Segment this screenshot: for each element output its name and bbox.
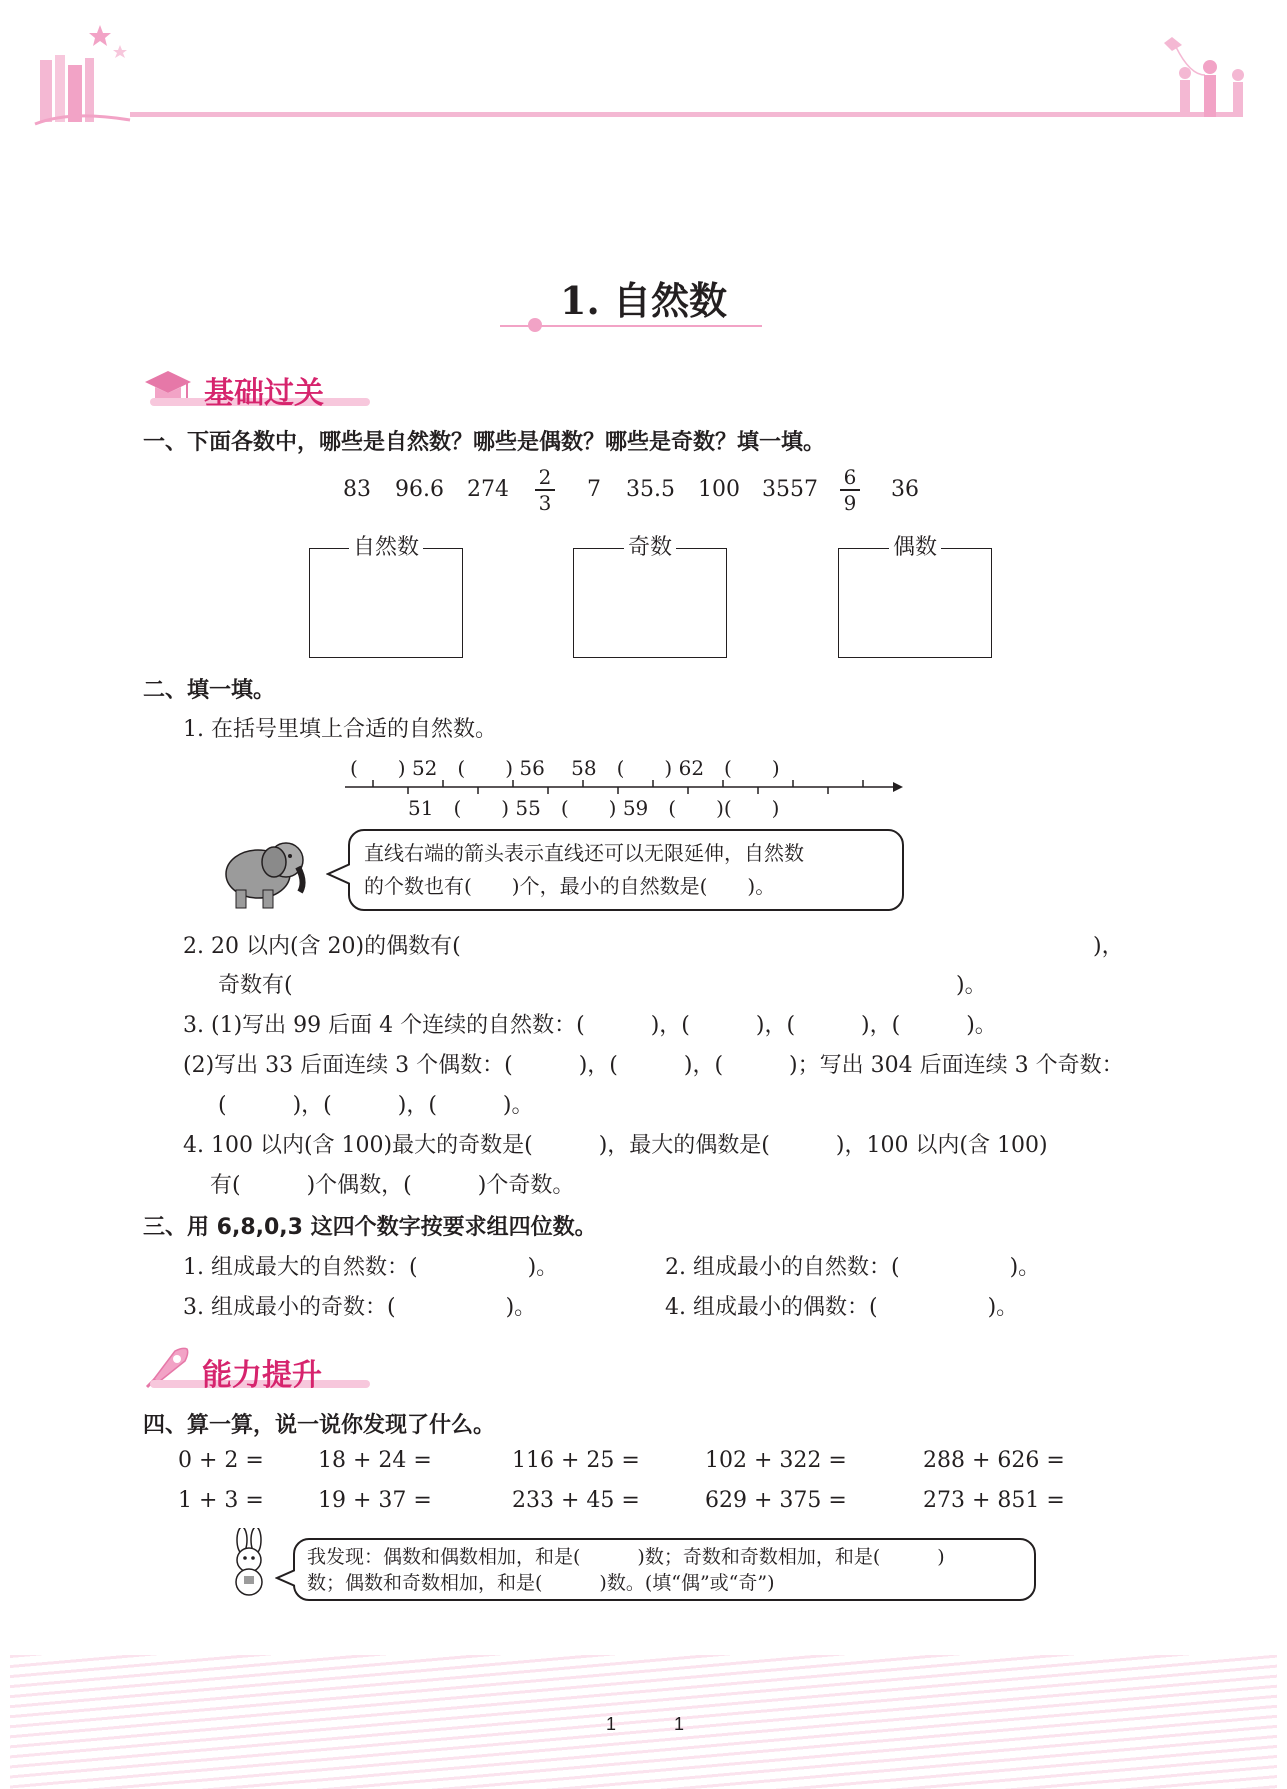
- tip-line: 的个数也有( )个，最小的自然数是( )。: [364, 874, 776, 898]
- header-logo: [30, 20, 140, 130]
- q2-sub4-line2: 有( )个偶数，( )个奇数。: [210, 1173, 575, 1198]
- q3-item: 4. 组成最小的偶数：( )。: [665, 1295, 1019, 1320]
- fraction-2-3: [535, 466, 555, 514]
- q2-sub2-line2: 奇数有(: [218, 973, 293, 998]
- equation: 288 + 626 =: [923, 1448, 1065, 1473]
- q2-sub2-line2-end: )。: [956, 973, 987, 998]
- numberline-top-labels: ( ) 52 ( ) 56 58 ( ) 62 ( ): [350, 756, 780, 780]
- number-item: 35.5: [626, 477, 675, 502]
- equation: 233 + 45 =: [512, 1488, 640, 1513]
- elephant-icon: [208, 832, 313, 912]
- page-title: 1. 自然数: [560, 278, 727, 323]
- header-line: [130, 112, 1240, 117]
- q3-item: 1. 组成最大的自然数：( )。: [183, 1255, 559, 1280]
- q4-heading: 四、算一算，说一说你发现了什么。: [143, 1413, 496, 1438]
- q2-sub3-line2: (2)写出 33 后面连续 3 个偶数：( )，( )，( )；写出 304 后面连续 3 个奇数：: [183, 1053, 1124, 1078]
- number-item: 7: [587, 477, 601, 502]
- even-number-box[interactable]: [838, 535, 992, 658]
- equation: 0 + 2 =: [178, 1448, 264, 1473]
- equation: 19 + 37 =: [318, 1488, 432, 1513]
- equation: 116 + 25 =: [512, 1448, 640, 1473]
- fraction-denominator: 3: [538, 490, 552, 515]
- header-kids-kite: [1160, 35, 1260, 120]
- box-label: 偶数: [889, 535, 941, 560]
- natural-number-box[interactable]: [309, 535, 463, 658]
- equation: 1 + 3 =: [178, 1488, 264, 1513]
- tip-bubble-elephant: [348, 829, 904, 911]
- fraction-6-9: [840, 466, 860, 514]
- number-item: 274: [467, 477, 509, 502]
- q3-heading: 三、用 6,8,0,3 这四个数字按要求组四位数。: [143, 1215, 597, 1240]
- number-item: 36: [891, 477, 919, 502]
- q1-heading: 一、下面各数中，哪些是自然数？哪些是偶数？哪些是奇数？填一填。: [143, 430, 826, 455]
- box-label: 奇数: [624, 535, 676, 560]
- number-item: 83: [343, 477, 371, 502]
- fraction-denominator: 9: [843, 490, 857, 515]
- fraction-numerator: 2: [538, 465, 552, 489]
- bubble-pointer: [275, 1568, 295, 1588]
- q2-sub4-line1: 4. 100 以内(含 100)最大的奇数是( )，最大的偶数是( )，100 以内(含 100): [183, 1133, 1048, 1158]
- kids-kite-icon: [1160, 35, 1260, 120]
- number-item: 3557: [762, 477, 818, 502]
- number-item: 100: [698, 477, 740, 502]
- q2-heading: 二、填一填。: [143, 678, 276, 703]
- q2-sub1: 1. 在括号里填上合适的自然数。: [183, 717, 497, 742]
- fraction-numerator: 6: [843, 465, 857, 489]
- number-item: 96.6: [395, 477, 444, 502]
- equation: 629 + 375 =: [705, 1488, 847, 1513]
- tip-line: 我发现：偶数和偶数相加，和是( )数；奇数和奇数相加，和是( ): [307, 1546, 945, 1568]
- odd-number-box[interactable]: [573, 535, 727, 658]
- section1-label: 基础过关: [204, 376, 324, 411]
- page-number-right: 1: [674, 1714, 685, 1734]
- rabbit-icon: [220, 1528, 280, 1598]
- equation: 102 + 322 =: [705, 1448, 847, 1473]
- equation: 273 + 851 =: [923, 1488, 1065, 1513]
- page-number-left: 1: [606, 1714, 617, 1734]
- q2-sub2-line1-end: )，: [1093, 934, 1124, 959]
- box-label: 自然数: [349, 535, 423, 560]
- tip-line: 直线右端的箭头表示直线还可以无限延伸，自然数: [364, 841, 804, 865]
- title-dot: [528, 318, 542, 332]
- footer-band: [10, 1655, 1277, 1789]
- q3-item: 2. 组成最小的自然数：( )。: [665, 1255, 1041, 1280]
- books-icon: [30, 20, 140, 130]
- tip-line: 数；偶数和奇数相加，和是( )数。(填“偶”或“奇”): [307, 1572, 775, 1594]
- q2-sub3-line3: ( )，( )，( )。: [218, 1093, 534, 1118]
- q2-sub2-line1: 2. 20 以内(含 20)的偶数有(: [183, 934, 461, 959]
- tip-bubble-rabbit: [293, 1538, 1036, 1601]
- q2-sub3-line1: 3. (1)写出 99 后面 4 个连续的自然数：( )，( )，( )，( )。: [183, 1013, 997, 1038]
- bubble-pointer: [326, 862, 350, 886]
- section2-label: 能力提升: [202, 1358, 322, 1393]
- equation: 18 + 24 =: [318, 1448, 432, 1473]
- numberline-bottom-labels: 51 ( ) 55 ( ) 59 ( )( ): [408, 796, 780, 820]
- q3-item: 3. 组成最小的奇数：( )。: [183, 1295, 537, 1320]
